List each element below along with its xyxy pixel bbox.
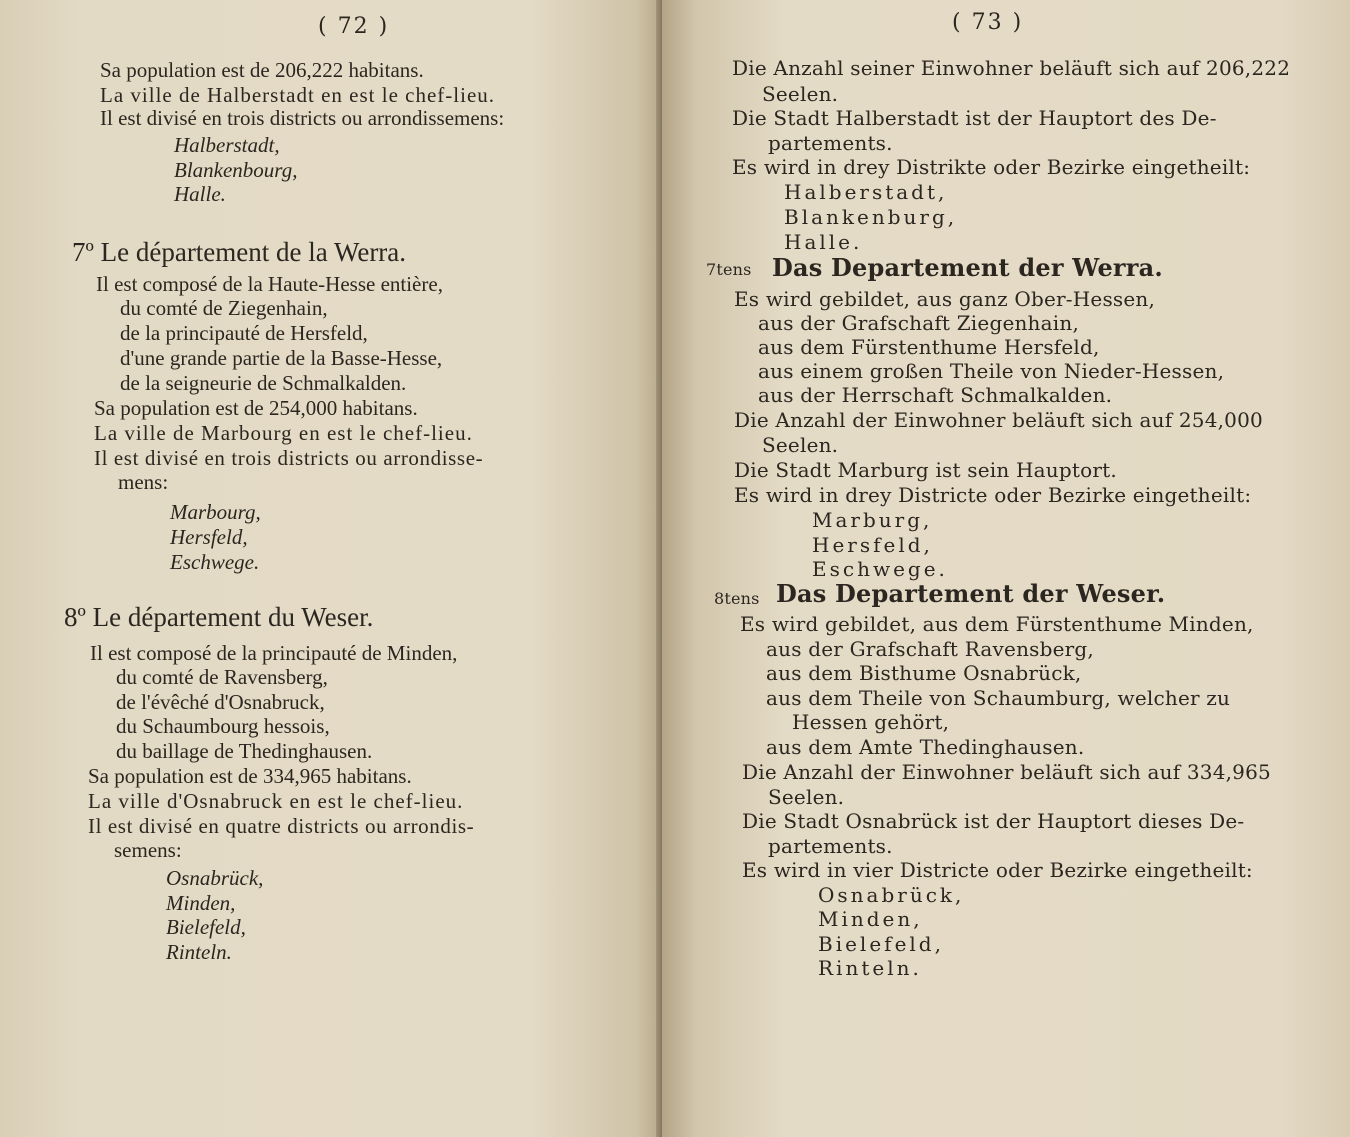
text-line: Die Stadt Halberstadt ist der Hauptort des De- bbox=[732, 106, 1217, 130]
text-line: Il est divisé en trois districts ou arrondisse- bbox=[94, 446, 484, 470]
text-line: Il est divisé en quatre districts ou arrondis- bbox=[88, 814, 475, 838]
text-line: Es wird gebildet, aus dem Fürstenthume Minden, bbox=[740, 612, 1254, 636]
text-line: Seelen. bbox=[762, 433, 839, 457]
text-line: Die Anzahl seiner Einwohner beläuft sich auf 206,222 bbox=[732, 56, 1291, 80]
text-line: de la seigneurie de Schmalkalden. bbox=[120, 371, 407, 395]
text-line: Die Anzahl der Einwohner beläuft sich auf 334,965 bbox=[742, 760, 1271, 784]
ordinal: 7tens bbox=[706, 260, 752, 279]
text-line: aus dem Bisthume Osnabrück, bbox=[766, 661, 1082, 685]
text-line: Sa population est de 334,965 habitans. bbox=[88, 764, 412, 788]
district-name: Marburg, bbox=[812, 508, 933, 532]
text-line: partements. bbox=[768, 834, 893, 858]
text-line: mens: bbox=[118, 470, 169, 494]
text-line: aus einem großen Theile von Nieder-Hessen, bbox=[758, 359, 1225, 383]
text-line: de l'évêché d'Osnabruck, bbox=[116, 690, 325, 714]
district-name: Eschwege. bbox=[170, 550, 260, 574]
left-page bbox=[0, 0, 662, 1137]
text-line: aus dem Amte Thedinghausen. bbox=[766, 735, 1085, 759]
text-line: du comté de Ravensberg, bbox=[116, 665, 328, 689]
text-line: Es wird in drey Distrikte oder Bezirke eingetheilt: bbox=[732, 155, 1251, 179]
text-line: Hessen gehört, bbox=[792, 710, 950, 734]
text-line: Il est composé de la Haute-Hesse entière, bbox=[96, 272, 443, 296]
text-line: du baillage de Thedinghausen. bbox=[116, 739, 373, 763]
district-name: Halle. bbox=[784, 230, 863, 254]
text-line: Seelen. bbox=[768, 785, 845, 809]
text-line: aus dem Theile von Schaumburg, welcher zu bbox=[766, 686, 1231, 710]
district-name: Minden, bbox=[166, 891, 236, 915]
section-heading: Das Departement der Weser. bbox=[776, 579, 1166, 608]
district-name: Rinteln. bbox=[166, 940, 232, 964]
page-number: ( 73 ) bbox=[952, 10, 1024, 35]
text-line: aus dem Fürstenthume Hersfeld, bbox=[758, 335, 1100, 359]
district-name: Rinteln. bbox=[818, 956, 922, 980]
section-heading: 7º Le département de la Werra. bbox=[72, 237, 407, 267]
text-line: aus der Grafschaft Ziegenhain, bbox=[758, 311, 1079, 335]
text-line: Die Anzahl der Einwohner beläuft sich auf 254,000 bbox=[734, 408, 1263, 432]
district-name: Hersfeld, bbox=[812, 533, 933, 557]
district-name: Bielefeld, bbox=[166, 915, 246, 939]
district-name: Marbourg, bbox=[170, 500, 261, 524]
text-line: aus der Herrschaft Schmalkalden. bbox=[758, 383, 1113, 407]
district-name: Blankenbourg, bbox=[174, 158, 298, 182]
district-name: Bielefeld, bbox=[818, 932, 944, 956]
page-number: ( 72 ) bbox=[318, 14, 390, 39]
text-line: Die Stadt Osnabrück ist der Hauptort dieses De- bbox=[742, 809, 1245, 833]
ordinal: 8tens bbox=[714, 589, 760, 608]
text-line: Sa population est de 206,222 habitans. bbox=[100, 58, 424, 82]
section-heading: Das Departement der Werra. bbox=[772, 253, 1163, 282]
section-heading: 8º Le département du Weser. bbox=[64, 602, 374, 632]
text-line: du comté de Ziegenhain, bbox=[120, 296, 328, 320]
district-name: Halberstadt, bbox=[174, 133, 280, 157]
text-line: aus der Grafschaft Ravensberg, bbox=[766, 637, 1094, 661]
district-name: Halle. bbox=[174, 182, 226, 206]
text-line: de la principauté de Hersfeld, bbox=[120, 321, 368, 345]
text-line: La ville de Halberstadt en est le chef-lieu. bbox=[100, 83, 496, 107]
district-name: Blankenburg, bbox=[784, 205, 958, 229]
text-line: La ville d'Osnabruck en est le chef-lieu. bbox=[88, 789, 464, 813]
text-line: Es wird in drey Districte oder Bezirke eingetheilt: bbox=[734, 483, 1252, 507]
text-line: semens: bbox=[114, 838, 182, 862]
text-line: Il est composé de la principauté de Minden, bbox=[90, 641, 458, 665]
text-line: partements. bbox=[768, 131, 893, 155]
text-line: Es wird gebildet, aus ganz Ober-Hessen, bbox=[734, 287, 1156, 311]
text-line: du Schaumbourg hessois, bbox=[116, 714, 330, 738]
district-name: Osnabrück, bbox=[818, 883, 965, 907]
district-name: Eschwege. bbox=[812, 557, 948, 581]
text-line: Seelen. bbox=[762, 82, 839, 106]
district-name: Minden, bbox=[818, 907, 923, 931]
district-name: Osnabrück, bbox=[166, 866, 264, 890]
district-name: Hersfeld, bbox=[170, 525, 248, 549]
text-line: Es wird in vier Districte oder Bezirke eingetheilt: bbox=[742, 858, 1253, 882]
right-page bbox=[662, 0, 1350, 1137]
text-line: Sa population est de 254,000 habitans. bbox=[94, 396, 418, 420]
district-name: Halberstadt, bbox=[784, 180, 948, 204]
text-line: Die Stadt Marburg ist sein Hauptort. bbox=[734, 458, 1117, 482]
text-line: La ville de Marbourg en est le chef-lieu. bbox=[94, 421, 473, 445]
text-line: d'une grande partie de la Basse-Hesse, bbox=[120, 346, 443, 370]
text-line: Il est divisé en trois districts ou arrondissemens: bbox=[100, 106, 505, 130]
